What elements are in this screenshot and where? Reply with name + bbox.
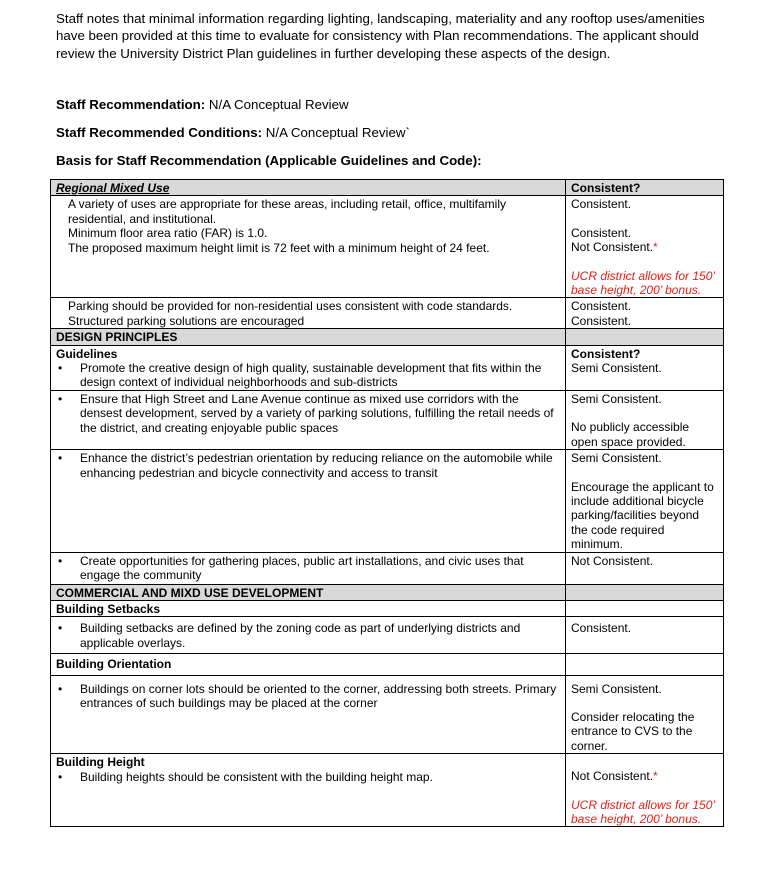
table-header-row bbox=[51, 180, 724, 196]
table-row: Parking should be provided for non-residential uses consistent with code standards. Structured parking solutions are encouraged Consistent. Consistent. bbox=[51, 298, 724, 329]
table-row: • Create opportunities for gathering places, public art installations, and civic uses that engage the community Not Consistent. bbox=[51, 552, 724, 584]
table-row: Building Height • Building heights should be consistent with the building height map. Not Consistent.* UCR district allows for 150’ base height, 200’ bonus. bbox=[51, 754, 724, 827]
ucr-note: UCR district allows for 150’ base height, 200’ bonus. bbox=[571, 797, 715, 826]
building-setbacks-header: Building Setbacks bbox=[56, 601, 161, 616]
status-value: Consistent. bbox=[571, 225, 632, 240]
ucr-note: UCR district allows for 150’ base height, 200’ bonus. bbox=[571, 268, 715, 298]
staff-recommendation bbox=[56, 97, 349, 113]
staff-recommendation-label: Staff Recommendation: bbox=[56, 97, 206, 112]
table-row: • Enhance the district’s pedestrian orientation by reducing reliance on the automobile while enhancing pedestrian and bicycle connectivity and access to transit Semi Consistent. Encourage the applicant to include additional bicycle parking/facilities beyond the code required minimum. bbox=[51, 450, 724, 552]
section-row bbox=[51, 329, 724, 345]
intro-paragraph: Staff notes that minimal information regarding lighting, landscaping, materiality and any rooftop uses/amenities have been provided at this time to evaluate for consistency with Plan recommendations. The applicant should review the University District Plan guidelines in further developing these aspects of the design. bbox=[56, 11, 705, 61]
staff-conditions-value: N/A Conceptual Review` bbox=[262, 125, 410, 140]
staff-conditions bbox=[56, 125, 410, 141]
table-row: • Buildings on corner lots should be oriented to the corner, addressing both streets. Primary entrances of such buildings may be placed at the corner Semi Consistent. Consider relocating the entrance to CVS to the corner. bbox=[51, 675, 724, 754]
staff-conditions-label: Staff Recommended Conditions: bbox=[56, 125, 263, 140]
commercial-header: COMMERCIAL AND MIXD USE DEVELOPMENT bbox=[56, 585, 324, 600]
table-row: A variety of uses are appropriate for these areas, including retail, office, multifamily residential, and institutional. Minimum floor area ratio (FAR) is 1.0. The proposed maximum height limit is 72 feet with a minimum height of 24 feet. Consistent. Consistent. Not Consistent.* UCR district allows for 150’ base height, 200’ bonus. bbox=[51, 196, 724, 298]
section-row bbox=[51, 584, 724, 600]
table-row bbox=[51, 654, 724, 675]
building-height-header: Building Height bbox=[56, 755, 145, 770]
design-principles-header: DESIGN PRINCIPLES bbox=[56, 330, 178, 345]
guidelines-header: Guidelines bbox=[56, 346, 118, 361]
table-row: • Ensure that High Street and Lane Avenue continue as mixed use corridors with the densest development, served by a variety of parking solutions, fulfilling the retail needs of the district, and creating enjoyable public spaces Semi Consistent. No publicly accessible open space provided. bbox=[51, 390, 724, 449]
basis-heading: Basis for Staff Recommendation (Applicable Guidelines and Code): bbox=[56, 153, 482, 168]
guidelines-table bbox=[50, 179, 724, 827]
table-row: • Building setbacks are defined by the zoning code as part of underlying districts and applicable overlays. Consistent. bbox=[51, 617, 724, 654]
table-row bbox=[51, 600, 724, 616]
staff-recommendation-value: N/A Conceptual Review bbox=[205, 97, 349, 112]
regional-mixed-use-header: Regional Mixed Use bbox=[56, 181, 170, 195]
building-orientation-header: Building Orientation bbox=[56, 657, 172, 672]
consistent-header: Consistent? bbox=[571, 181, 641, 195]
table-row: Guidelines • Promote the creative design of high quality, sustainable development that fits within the design context of individual neighborhoods and sub-districts Consistent? Semi Consistent. bbox=[51, 345, 724, 390]
